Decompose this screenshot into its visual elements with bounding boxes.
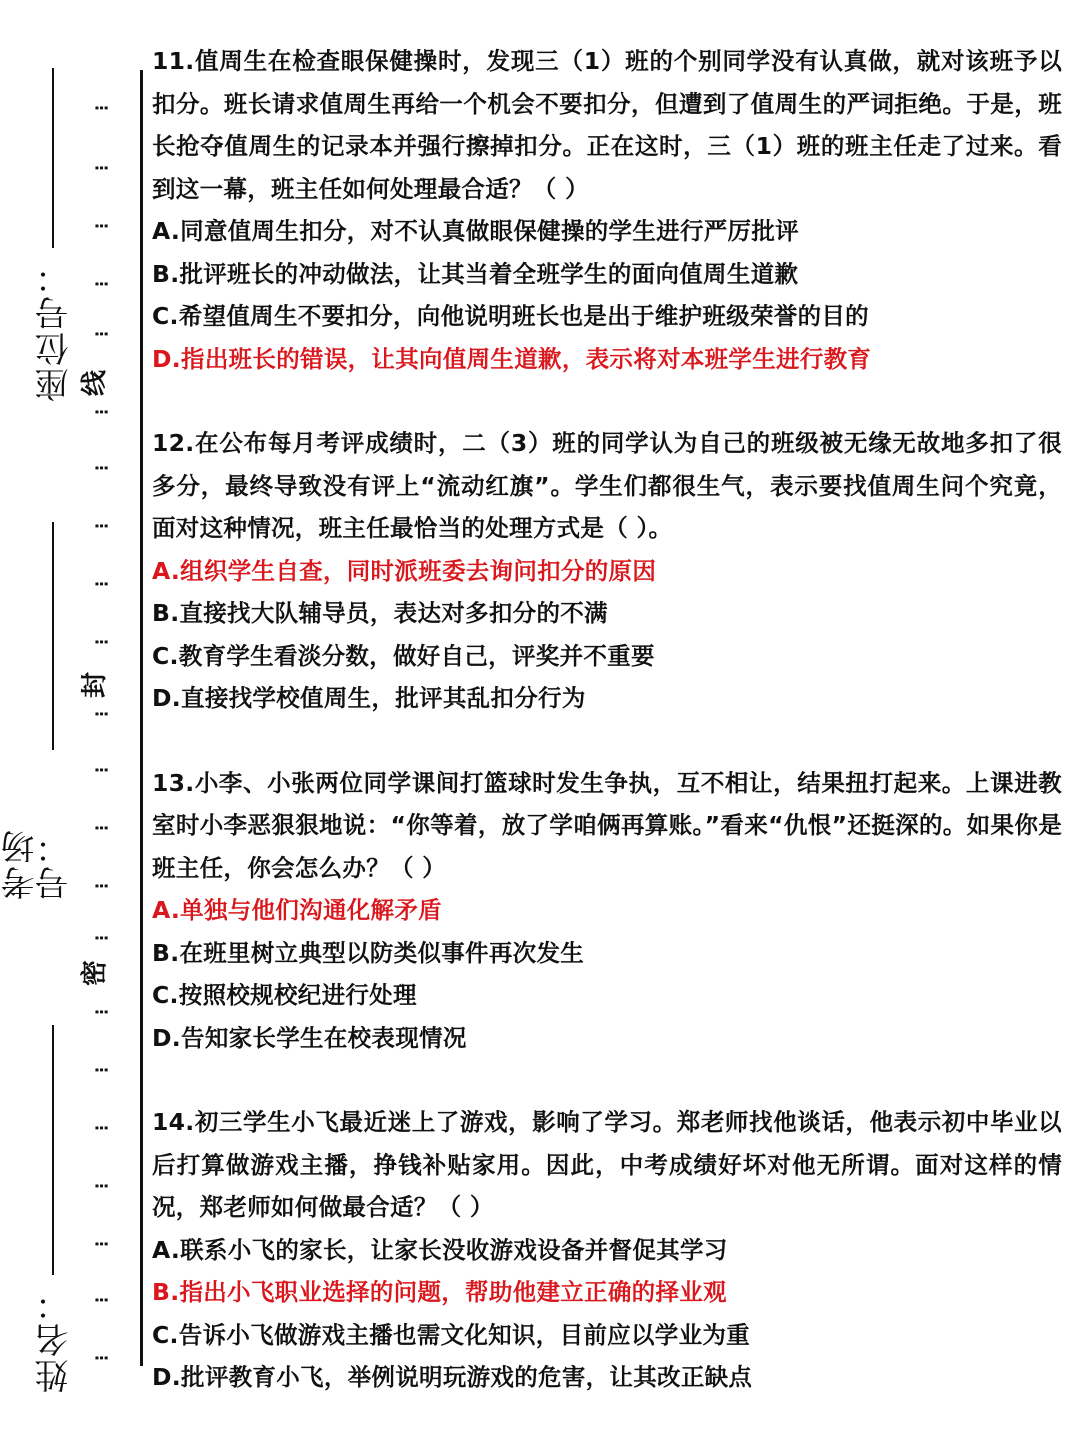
seat-number-label: 座位号： [35,258,75,402]
question-12 [152,422,1062,720]
option-d[interactable]: D.批评教育小飞，举例说明玩游戏的危害，让其改正缺点 [152,1363,753,1391]
seal-char-line: 线 [80,369,111,397]
seal-dots: ⋮ [92,1120,111,1136]
seat-number-blank[interactable] [52,68,54,248]
question-13 [152,762,1062,1060]
option-d[interactable]: D.告知家长学生在校表现情况 [152,1023,467,1052]
name-label: 姓名： [35,1285,75,1393]
name-blank[interactable] [52,1025,54,1275]
seal-dots: ⋮ [92,1062,111,1078]
seal-char-seal: 封 [80,671,111,699]
option-a-correct[interactable]: A.组织学生自查，同时派班委去询问扣分的原因 [152,556,657,585]
option-d[interactable]: D.直接找学校值周生，批评其乱扣分行为 [152,684,586,712]
option-c[interactable]: C.按照校规校纪进行处理 [152,981,417,1009]
option-a[interactable]: A.联系小飞的家长，让家长没收游戏设备并督促其学习 [152,1235,728,1264]
option-d-correct[interactable]: D.指出班长的错误，让其向值周生道歉，表示将对本班学生进行教育 [152,344,872,373]
exam-room-label: 考场号： [1,828,75,900]
name-label-wrap [22,1285,75,1395]
seal-dots: ⋮ [92,326,111,342]
seal-dots: ⋮ [92,404,111,420]
seal-dots: ⋮ [92,634,111,650]
question-gap [152,1059,1062,1101]
seal-dots: ⋮ [92,1292,111,1308]
seal-dots: ⋮ [92,762,111,778]
seat-number-label-wrap [22,258,75,438]
question-stem: 14.初三学生小飞最近迷上了游戏，影响了学习。郑老师找他谈话，他表示初中毕业以后打算做游戏主播，挣钱补贴家用。因此，中考成绩好坏对他无所谓。面对这样的情况，郑老师如何做最合适？（ ） [152,1108,1062,1221]
seal-dots: ⋮ [92,576,111,592]
option-a-correct[interactable]: A.单独与他们沟通化解矛盾 [152,896,442,924]
seal-dots: ⋮ [92,1236,111,1252]
seal-dots: ⋮ [92,160,111,176]
option-b-correct[interactable]: B.指出小飞职业选择的问题，帮助他建立正确的择业观 [152,1278,727,1306]
exam-room-label-wrap [1,760,75,900]
question-stem: 11.值周生在检查眼保健操时，发现三（1）班的个别同学没有认真做，就对该班予以扣分。班长请求值周生再给一个机会不要扣分，但遭到了值周生的严词拒绝。于是，班长抢夺值周生的记录本并强行擦掉扣分。正在这时，三（1）班的班主任走了过来。看到这一幕，班主任如何处理最合适？（ ） [152,47,1062,203]
option-c[interactable]: C.教育学生看淡分数，做好自己，评奖并不重要 [152,641,655,670]
question-11 [152,40,1062,380]
seal-dots: ⋮ [92,1004,111,1020]
option-b[interactable]: B.直接找大队辅导员，表达对多扣分的不满 [152,599,608,627]
seal-dots: ⋮ [92,100,111,116]
question-stem: 12.在公布每月考评成绩时，二（3）班的同学认为自己的班级被无缘无故地多扣了很多分，最终导致没有评上“流动红旗”。学生们都很生气，表示要找值周生问个究竟，面对这种情况，班主任最恰当的处理方式是（ ）。 [152,429,1062,542]
seal-char-secret: 密 [80,959,111,987]
seal-dots: ⋮ [92,706,111,722]
seal-dots: ⋮ [92,276,111,292]
option-c[interactable]: C.希望值周生不要扣分，向他说明班长也是出于维护班级荣誉的目的 [152,302,869,330]
question-gap [152,720,1062,762]
option-b[interactable]: B.批评班长的冲动做法，让其当着全班学生的面向值周生道歉 [152,259,799,288]
seal-dots: ⋮ [92,878,111,894]
seal-dots: ⋮ [92,1350,111,1366]
seal-dots: ⋮ [92,518,111,534]
option-c[interactable]: C.告诉小飞做游戏主播也需文化知识，目前应以学业为重 [152,1320,750,1349]
seal-dots: ⋮ [92,820,111,836]
seal-dots: ⋮ [92,460,111,476]
option-a[interactable]: A.同意值周生扣分，对不认真做眼保健操的学生进行严厉批评 [152,217,799,245]
seal-dots: ⋮ [92,930,111,946]
question-gap [152,380,1062,422]
question-stem: 13.小李、小张两位同学课间打篮球时发生争执，互不相让，结果扭打起来。上课进教室时小李恶狠狠地说：“你等着，放了学咱俩再算账。”看来“仇恨”还挺深的。如果你是班主任，你会怎么办？（ ） [152,768,1062,882]
seal-dots: ⋮ [92,1178,111,1194]
exam-room-blank[interactable] [52,522,54,750]
question-list [152,40,1062,1399]
seal-dots: ⋮ [92,218,111,234]
question-14 [152,1101,1062,1399]
option-b[interactable]: B.在班里树立典型以防类似事件再次发生 [152,938,585,967]
binding-rule-line [140,70,143,1366]
